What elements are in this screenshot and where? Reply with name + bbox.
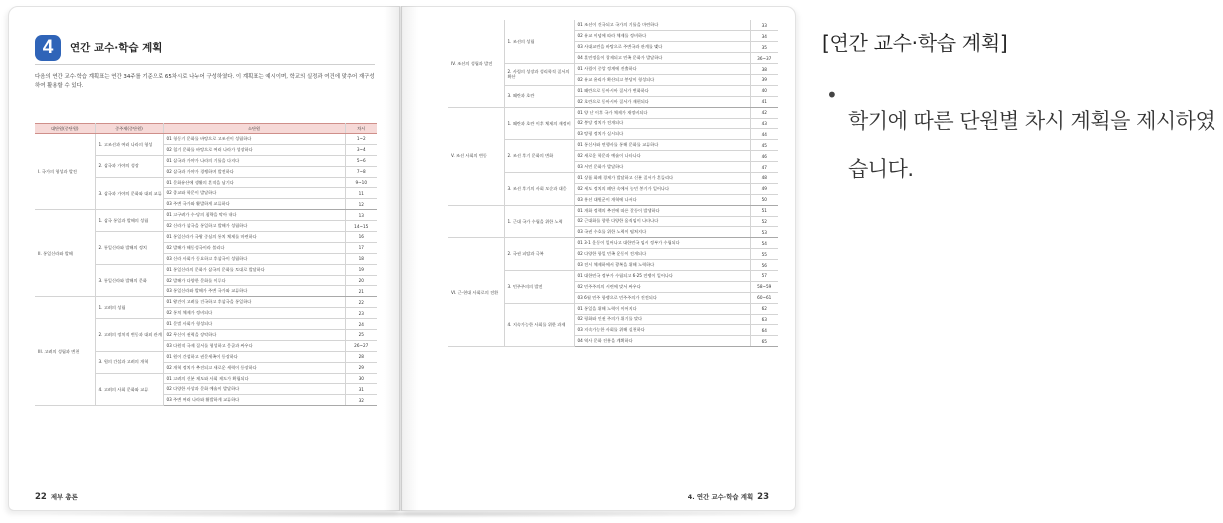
lesson-title-cell: 01 삼국과 가야가 나라의 기틀을 다지다 <box>163 155 345 166</box>
subunit-cell: 2. 조선 후기 문화의 변화 <box>504 140 574 173</box>
lesson-title-cell: 02 다양한 사상과 문화 예술이 발달하다 <box>163 384 345 395</box>
period-cell: 31 <box>345 384 377 395</box>
period-cell: 23 <box>345 308 377 319</box>
lesson-title-cell: 02 무신이 권력을 장악하다 <box>163 330 345 341</box>
lesson-title-cell: 01 문벌 사회가 형성되다 <box>163 319 345 330</box>
subunit-cell: 3. 민주주의의 발전 <box>504 270 574 303</box>
table-row <box>35 297 377 308</box>
lesson-title-cell: 01 통일신라가 국왕 중심의 통치 체제를 마련하다 <box>163 232 345 243</box>
period-cell: 24 <box>345 319 377 330</box>
lesson-title-cell: 02 종교와 학문이 발달하다 <box>163 188 345 199</box>
lesson-title-cell: 02 다양한 항일 민족 운동이 전개되다 <box>574 249 750 260</box>
lesson-title-cell: 03 다원적 국제 질서를 형성하고 몽골과 싸우다 <box>163 340 345 351</box>
lesson-title-cell: 03 사대교린을 바탕으로 주변국과 관계를 맺다 <box>574 42 750 53</box>
lesson-title-cell: 01 고구려가 수·당의 침략을 막아 내다 <box>163 210 345 221</box>
period-cell: 12 <box>345 199 377 210</box>
period-cell: 53 <box>750 227 778 238</box>
lesson-title-cell: 01 개화 정책의 추진에 따른 갈등이 발생하다 <box>574 205 750 216</box>
unit-cell: IV. 조선의 성립과 발전 <box>448 20 504 107</box>
period-cell: 40 <box>750 85 778 96</box>
column-header: 소단원 <box>163 124 345 134</box>
lesson-title-cell: 02 통치 체제가 정비되다 <box>163 308 345 319</box>
period-cell: 44 <box>750 129 778 140</box>
textbook-spread <box>8 6 796 516</box>
period-cell: 34 <box>750 31 778 42</box>
lesson-plan-table-left <box>35 123 377 406</box>
lesson-title-cell: 01 상품 화폐 경제가 발달하고 신분 질서가 흔들리다 <box>574 172 750 183</box>
lesson-title-cell: 02 유교 이념에 따라 체제를 정비하다 <box>574 31 750 42</box>
intro-paragraph: 다음의 연간 교수·학습 계획표는 연간 34주를 기준으로 65차시로 나누어 구성하였다. 이 계획표는 예시이며, 학교의 실정과 여건에 맞추어 재구성하여 활용할 수 있다. <box>35 74 375 89</box>
lesson-title-cell: 04 역사 문화 진흥을 계획하다 <box>574 336 750 347</box>
subunit-cell: 3. 삼국과 가야의 문화와 대외 교류 <box>95 177 163 210</box>
lesson-title-cell: 02 세도 정치의 폐단 속에서 농민 봉기가 일어나다 <box>574 183 750 194</box>
period-cell: 54 <box>750 238 778 249</box>
subunit-cell: 2. 국권 피탈과 극복 <box>504 238 574 271</box>
lesson-title-cell: 01 청동기 문화를 바탕으로 고조선이 성립하다 <box>163 134 345 145</box>
subunit-cell: 2. 삼국과 가야의 성장 <box>95 155 163 177</box>
lesson-title-cell: 02 발해가 다양한 문화를 이루다 <box>163 275 345 286</box>
spread-shadow <box>28 510 788 518</box>
lesson-title-cell: 03 전시 체제하에서 광복을 위해 노력하다 <box>574 260 750 271</box>
section-number-badge: 4 <box>35 35 61 61</box>
period-cell: 39 <box>750 74 778 85</box>
period-cell: 64 <box>750 325 778 336</box>
lesson-title-cell: 03 흥선 대원군이 개혁에 나서다 <box>574 194 750 205</box>
period-cell: 30 <box>345 373 377 384</box>
subunit-cell: 4. 고려의 사회 문화와 교류 <box>95 373 163 406</box>
column-header: 차시 <box>345 124 377 134</box>
lesson-title-cell: 01 원이 간섭하고 권문세족이 등장하다 <box>163 351 345 362</box>
period-cell: 21 <box>345 286 377 297</box>
left-page <box>8 6 400 511</box>
period-cell: 26~27 <box>345 340 377 351</box>
unit-cell: I. 국가의 형성과 발전 <box>35 134 95 210</box>
subunit-cell: 1. 삼국 통일과 발해의 성립 <box>95 210 163 232</box>
lesson-title-cell: 02 유교 윤리가 확산되고 붕당이 형성되다 <box>574 74 750 85</box>
table-row <box>448 20 778 31</box>
period-cell: 63 <box>750 314 778 325</box>
lesson-title-cell: 01 왜란으로 동아시아 질서가 변화하다 <box>574 85 750 96</box>
lesson-title-cell: 02 삼국과 가야가 경쟁하며 발전하다 <box>163 166 345 177</box>
period-cell: 43 <box>750 118 778 129</box>
period-cell: 41 <box>750 96 778 107</box>
lesson-title-cell: 01 사림이 중앙 정계에 진출하다 <box>574 64 750 75</box>
period-cell: 19 <box>345 264 377 275</box>
left-page-footer <box>35 492 78 502</box>
unit-cell: II. 통일신라와 발해 <box>35 210 95 297</box>
column-header: 대단원(중단원) <box>35 124 95 134</box>
lesson-title-cell: 02 발해가 해동성국이라 불리다 <box>163 242 345 253</box>
period-cell: 56 <box>750 260 778 271</box>
subunit-cell: 1. 고조선과 여러 나라의 형성 <box>95 134 163 156</box>
period-cell: 35 <box>750 42 778 53</box>
period-cell: 32 <box>345 395 377 406</box>
table-header-row <box>35 124 377 134</box>
lesson-title-cell: 03 서민 문화가 발달하다 <box>574 162 750 173</box>
period-cell: 55 <box>750 249 778 260</box>
lesson-title-cell: 01 대한민국 정부가 수립되고 6·25 전쟁이 일어나다 <box>574 270 750 281</box>
lesson-title-cell: 01 3·1 운동이 일어나고 대한민국 임시 정부가 수립되다 <box>574 238 750 249</box>
table-row <box>448 205 778 216</box>
lesson-title-cell: 02 신라가 삼국을 통일하고 발해가 성립하다 <box>163 221 345 232</box>
period-cell: 28 <box>345 351 377 362</box>
period-cell: 51 <box>750 205 778 216</box>
period-cell: 18 <box>345 253 377 264</box>
period-cell: 42 <box>750 107 778 118</box>
lesson-title-cell: 03 국권 수호를 위한 노력이 펼쳐지다 <box>574 227 750 238</box>
lesson-title-cell: 02 개혁 정치가 추진되고 새로운 세력이 등장하다 <box>163 362 345 373</box>
lesson-title-cell: 03 신라 사회가 동요하고 후삼국이 성립하다 <box>163 253 345 264</box>
unit-cell <box>448 205 504 238</box>
subunit-cell: 2. 통일신라와 발해의 정치 <box>95 232 163 265</box>
lesson-title-cell: 01 통일을 위해 노력이 이어지다 <box>574 303 750 314</box>
period-cell: 11 <box>345 188 377 199</box>
lesson-plan-table-right <box>448 20 778 347</box>
table-row <box>448 238 778 249</box>
subunit-cell: 3. 왜란과 호란 <box>504 85 574 107</box>
period-cell: 3~4 <box>345 144 377 155</box>
period-cell: 17 <box>345 242 377 253</box>
lesson-title-cell: 01 통신사와 연행사를 통해 문화를 교류하다 <box>574 140 750 151</box>
period-cell: 16 <box>345 232 377 243</box>
right-page-footer <box>688 492 769 502</box>
subunit-cell: 2. 사림의 성장과 성리학적 질서의 확산 <box>504 64 574 86</box>
column-header: 중주제(중단원) <box>95 124 163 134</box>
table-row <box>35 134 377 145</box>
lesson-title-cell: 01 왕건이 고려를 건국하고 후삼국을 통일하다 <box>163 297 345 308</box>
subunit-cell: 3. 원의 간섭과 고려의 개혁 <box>95 351 163 373</box>
period-cell: 52 <box>750 216 778 227</box>
lesson-title-cell: 02 호란으로 동아시아 질서가 재편되다 <box>574 96 750 107</box>
period-cell: 25 <box>345 330 377 341</box>
unit-cell: III. 고려의 성립과 변천 <box>35 297 95 406</box>
table-row <box>35 210 377 221</box>
page-number: 22 <box>35 492 47 502</box>
period-cell: 33 <box>750 20 778 31</box>
lesson-title-cell: 02 근대화를 향한 다양한 움직임이 나타나다 <box>574 216 750 227</box>
lesson-title-cell: 03 주변 국가와 활발하게 교류하다 <box>163 199 345 210</box>
period-cell: 46 <box>750 151 778 162</box>
lesson-title-cell: 01 문화유산에 생활의 흔적을 남기다 <box>163 177 345 188</box>
period-cell: 7~8 <box>345 166 377 177</box>
period-cell: 5~6 <box>345 155 377 166</box>
lesson-title-cell: 02 평화와 인권 주의가 위기를 맞다 <box>574 314 750 325</box>
subunit-cell: 3. 통일신라와 발해의 문화 <box>95 264 163 297</box>
period-cell: 50 <box>750 194 778 205</box>
lesson-title-cell: 03 통일신라와 발해가 주변 국가와 교류하다 <box>163 286 345 297</box>
period-cell: 36~37 <box>750 53 778 64</box>
lesson-title-cell: 02 철기 문화를 바탕으로 여러 나라가 성장하다 <box>163 144 345 155</box>
lesson-title-cell: 01 양 난 이후 국가 체제가 재정비되다 <box>574 107 750 118</box>
subunit-cell: 1. 조선의 성립 <box>504 20 574 64</box>
period-cell: 58~59 <box>750 281 778 292</box>
lesson-title-cell: 03 6월 민주 항쟁으로 민주주의가 진전되다 <box>574 292 750 303</box>
lesson-title-cell: 02 민주주의의 시련에 맞서 싸우다 <box>574 281 750 292</box>
table-row <box>448 107 778 118</box>
section-divider <box>35 64 375 65</box>
period-cell: 14~15 <box>345 221 377 232</box>
period-cell: 9~10 <box>345 177 377 188</box>
period-cell: 38 <box>750 64 778 75</box>
period-cell: 20 <box>345 275 377 286</box>
lesson-title-cell: 03 탕평 정치가 실시되다 <box>574 129 750 140</box>
caption-text: 학기에 따른 단원별 차시 계획을 제시하였습니다. <box>848 109 1216 181</box>
period-cell: 62 <box>750 303 778 314</box>
section-title: 연간 교수·학습 계획 <box>70 42 163 54</box>
unit-cell: VI. 근·현대 사회로의 전환 <box>448 238 504 347</box>
subunit-cell: 2. 고려의 정치적 변동과 대외 관계 <box>95 319 163 352</box>
lesson-title-cell: 01 고려의 신분 제도와 사회 제도가 확립되다 <box>163 373 345 384</box>
period-cell: 65 <box>750 336 778 347</box>
lesson-title-cell: 01 조선이 건국되고 국가의 기틀을 마련하다 <box>574 20 750 31</box>
period-cell: 22 <box>345 297 377 308</box>
lesson-title-cell: 03 지속가능한 사회를 위해 실천하다 <box>574 325 750 336</box>
subunit-cell: 1. 고려의 성립 <box>95 297 163 319</box>
lesson-title-cell: 03 주변 여러 나라와 활발하게 교류하다 <box>163 395 345 406</box>
subunit-cell: 3. 조선 후기의 사회 모순과 대응 <box>504 172 574 205</box>
period-cell: 13 <box>345 210 377 221</box>
bullet-icon: • <box>826 83 838 107</box>
subunit-cell: 1. 왜란과 호란 이후 체제의 재정비 <box>504 107 574 140</box>
period-cell: 29 <box>345 362 377 373</box>
page-number: 23 <box>757 492 769 502</box>
period-cell: 45 <box>750 140 778 151</box>
period-cell: 47 <box>750 162 778 173</box>
unit-cell: V. 조선 사회의 변동 <box>448 107 504 205</box>
subunit-cell: 4. 지속가능한 사회를 위한 과제 <box>504 303 574 347</box>
period-cell: 48 <box>750 172 778 183</box>
lesson-title-cell: 04 훈민정음이 창제되고 민족 문화가 발달하다 <box>574 53 750 64</box>
lesson-title-cell: 02 붕당 정치가 전개되다 <box>574 118 750 129</box>
period-cell: 1~2 <box>345 134 377 145</box>
footer-label: 제부 총론 <box>50 493 78 501</box>
subunit-cell: 1. 근대 국가 수립을 위한 노력 <box>504 205 574 238</box>
footer-label: 4. 연간 교수·학습 계획 <box>687 493 754 501</box>
lesson-title-cell: 01 통일신라의 문화가 삼국의 문화를 토대로 발달하다 <box>163 264 345 275</box>
period-cell: 60~61 <box>750 292 778 303</box>
period-cell: 49 <box>750 183 778 194</box>
lesson-title-cell: 02 새로운 학문과 예술이 나타나다 <box>574 151 750 162</box>
caption-heading: [연간 교수·학습 계획] <box>822 31 1008 55</box>
period-cell: 57 <box>750 270 778 281</box>
